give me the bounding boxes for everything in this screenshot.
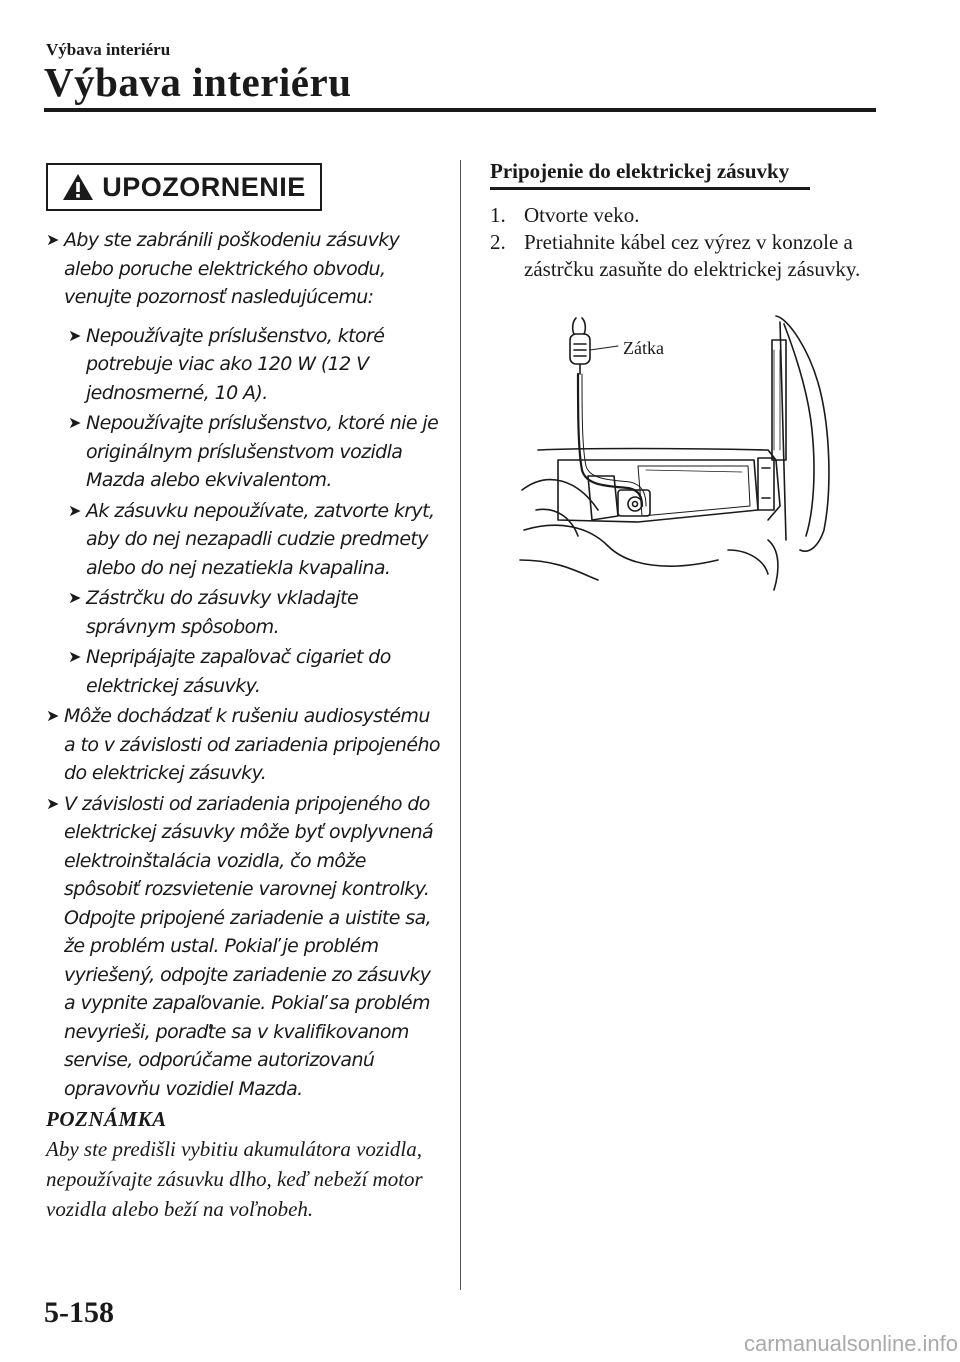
warning-item	[68, 584, 446, 641]
warning-text: Aby ste zabránili poškodeniu zásuvky alebo poruche elektrického obvodu, venujte pozornosť nasledujúcemu:	[64, 229, 400, 308]
arrow-right-icon: ➤	[68, 325, 81, 345]
header-rule	[44, 108, 876, 112]
warning-text: Nepripájajte zapaľovač cigariet do elektrickej zásuvky.	[86, 646, 391, 697]
note-title: POZNÁMKA	[46, 1107, 167, 1131]
step-text: Pretiahnite kábel cez výrez v konzole a zástrčku zasuňte do elektrickej zásuvky.	[524, 230, 861, 281]
section-heading-rule	[490, 187, 810, 190]
step-list	[490, 202, 870, 283]
note-block	[46, 1104, 446, 1224]
warning-item	[68, 322, 446, 408]
warning-item	[46, 790, 446, 1104]
step-number: 1.	[490, 203, 506, 227]
warning-text: V závislosti od zariadenia pripojeného do elektrickej zásuvky môže byť ovplyvnená elektroinštalácia vozidla, čo môže spôsobiť rozsvietenie varovnej kontrolky. Odpojte pripojené zariadenie a uistite sa, že problém ustal. Pokiaľ je problém vyriešený, odpojte zariadenie zo zásuvky a vypnite zapaľovanie. Pokiaľ sa problém nevyrieši, poraďte sa v kvalifikovanom servise, odporúčame autorizovanú opravovňu vozidiel Mazda.	[64, 792, 434, 1100]
figure-label: Zátka	[623, 338, 664, 358]
warning-item	[68, 497, 446, 583]
warning-list	[46, 226, 446, 1103]
warning-triangle-icon	[62, 173, 94, 201]
column-divider	[460, 160, 461, 1290]
arrow-right-icon: ➤	[68, 647, 81, 666]
section-heading: Pripojenie do elektrickej zásuvky	[490, 159, 790, 183]
arrow-right-icon: ➤	[68, 588, 81, 607]
arrow-right-icon: ➤	[68, 413, 81, 432]
caution-box	[46, 163, 322, 211]
arrow-right-icon: ➤	[46, 706, 59, 725]
note-text: Aby ste predišli vybitiu akumulátora vozidla, nepoužívajte zásuvku dlho, keď nebeží motor vozidla alebo beží na voľnobeh.	[46, 1137, 423, 1221]
arrow-right-icon: ➤	[68, 500, 81, 520]
warning-item	[46, 226, 446, 312]
step-number: 2.	[490, 230, 506, 254]
warning-item	[68, 643, 446, 700]
caution-label: UPOZORNENIE	[102, 171, 306, 202]
step-text: Otvorte veko.	[524, 203, 640, 227]
warning-text: Ak zásuvku nepoužívate, zatvorte kryt, aby do nej nezapadli cudzie predmety alebo do nej nezatiekla kvapalina.	[86, 499, 435, 579]
warning-text: Nepoužívajte príslušenstvo, ktoré nie je originálnym príslušenstvom vozidla Mazda alebo ekvivalentom.	[86, 412, 439, 491]
warning-text: Môže dochádzať k rušeniu audiosystému a to v závislosti od zariadenia pripojeného do elektrickej zásuvky.	[64, 705, 440, 784]
step-item	[490, 229, 870, 283]
arrow-right-icon: ➤	[46, 793, 59, 813]
page-title: Výbava interiéru	[44, 59, 352, 105]
section-header: Výbava interiéru	[46, 40, 171, 59]
arrow-right-icon: ➤	[46, 230, 59, 249]
socket-illustration	[518, 310, 848, 600]
step-item	[490, 202, 870, 229]
warning-text: Nepoužívajte príslušenstvo, ktoré potrebuje viac ako 120 W (12 V jednosmerné, 10 A).	[86, 324, 385, 404]
warning-item	[68, 409, 446, 495]
watermark: carmanualsonline.info	[744, 1331, 959, 1356]
warning-text: Zástrčku do zásuvky vkladajte správnym spôsobom.	[86, 587, 359, 638]
page-number: 5-158	[44, 1296, 114, 1329]
warning-item	[46, 702, 446, 788]
